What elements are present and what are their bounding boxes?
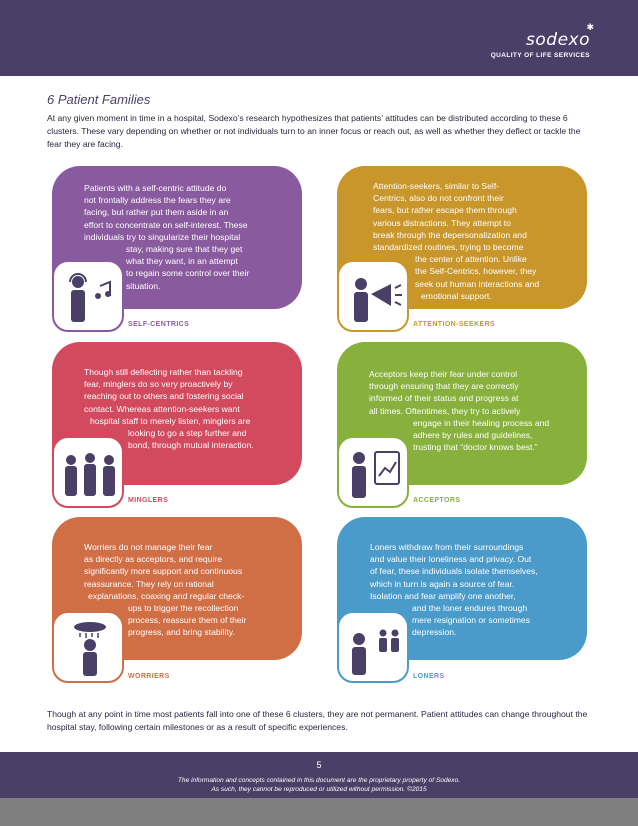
card-label: LONERS [413,673,445,680]
card-line: looking to go a step further and [128,428,247,439]
card-label: WORRIERS [128,673,170,680]
card-line: as directly as acceptors, and require [84,554,223,565]
card-line: fears, but rather escape them through [373,205,517,216]
card-line: Loners withdraw from their surroundings [370,542,524,552]
card-line: various distractions. They attempt to [373,217,511,228]
patient-raincloud-icon [52,611,124,683]
card-line: explanations, coaxing and regular check- [88,590,245,601]
disclaimer-line: The information and concepts contained in this document are the proprietary property of Sodexo. [177,777,461,784]
patient-group-icon [52,436,124,508]
card-line: trusting that “doctor knows best.” [413,442,538,453]
card-line: adhere by rules and guidelines, [413,430,533,441]
disclaimer-line: As such, they cannot be reproduced or utilized without permission. ©2015 [211,786,427,793]
card-line: mere resignation or sometimes [412,615,530,626]
card-line: facing, but rather put them aside in an [84,207,229,218]
card-label: MINGLERS [128,497,169,504]
card-line: standardized routines, trying to become [373,242,524,253]
card-line: contact. Whereas attention-seekers want [84,403,240,414]
card-line: engage in their healing process and [413,417,550,428]
patient-alone-icon [337,611,409,683]
card-line: informed of their status and progress at [369,393,519,404]
card-line: all times. Oftentimes, they try to actively [369,405,521,416]
intro-paragraph: At any given moment in time in a hospital, Sodexo’s research hypothesizes that patients’ attitudes can be distributed according to these 6 clusters. These vary depending on whether or not individuals turn to an inner focus or reach out, as well as whether they deflect or tackle the fear they are facing. [47,113,581,149]
page-number: 5 [316,760,322,770]
closing-paragraph: Though at any point in time most patients fall into one of these 6 clusters, they are not permanent. Patient attitudes can change throughout the hospital stay, following certain milestones or as a result of specific experiences. [47,709,588,732]
card-line: the center of attention. Unlike [415,254,527,265]
card-line: break through the depersonalization and [373,229,527,240]
sodexo-logo [490,22,594,59]
card-line: and the loner endures through [412,603,528,614]
card-line: seek out human interactions and [415,278,540,289]
patient-chart-icon [337,436,409,508]
card-line: effort to concentrate on self-interest. These [84,219,248,230]
card-line: process, reassure them of their [128,615,247,626]
card-line: and value their loneliness and privacy. Out [370,554,532,565]
star-icon: ✱ [586,22,594,32]
card-line: fear, minglers do so very proactively by [84,379,233,390]
card-line: reassurance. They rely on rational [84,578,214,589]
card-line: the Self-Centrics, however, they [415,266,537,277]
bottom-strip [0,798,638,826]
card-line: Patients with a self-centric attitude do [84,183,227,193]
card-line: Worriers do not manage their fear [84,542,213,552]
card-line: depression. [412,627,457,638]
section-heading: 6 Patient Families [47,92,151,107]
card-line: bond, through mutual interaction. [128,440,254,451]
card-line: individuals try to singularize their hospital [84,231,241,242]
card-line: Isolation and fear amplify one another, [370,590,516,601]
card-label: ATTENTION-SEEKERS [413,321,496,328]
card-line: reaching out to others and fostering social [84,391,244,402]
card-line: to regain some control over their [126,268,250,279]
logo-wordmark: sodexo [526,30,590,50]
card-line: not frontally address the fears they are [84,195,231,206]
card-line: emotional support. [421,290,492,301]
card-line: Acceptors keep their fear under control [369,369,518,379]
card-line: progress, and bring stability. [128,627,235,638]
card-label: SELF-CENTRICS [128,321,190,328]
card-line: which in turn is again a source of fear. [370,578,515,589]
card-line: Centrics, also do not confront their [373,193,504,204]
card-line: what they want, in an attempt [126,256,238,267]
card-line: significantly more support and continuous [84,566,243,577]
card-line: through ensuring that they are correctly [369,381,519,392]
logo-tagline: QUALITY OF LIFE SERVICES [490,52,590,59]
card-line: of fear, these individuals isolate themselves, [370,566,538,577]
card-line: hospital staff to merely listen, minglers are [90,415,251,426]
patient-headphones-music-icon [52,260,124,332]
card-line: situation. [126,280,161,291]
card-line: ups to trigger the recollection [128,603,239,614]
card-line: Attention-seekers, similar to Self- [373,181,500,191]
card-line: Though still deflecting rather than tackling [84,367,243,377]
disclaimer [0,776,638,794]
patient-megaphone-icon [337,260,409,332]
card-line: stay, making sure that they get [126,244,243,255]
card-label: ACCEPTORS [413,497,461,504]
